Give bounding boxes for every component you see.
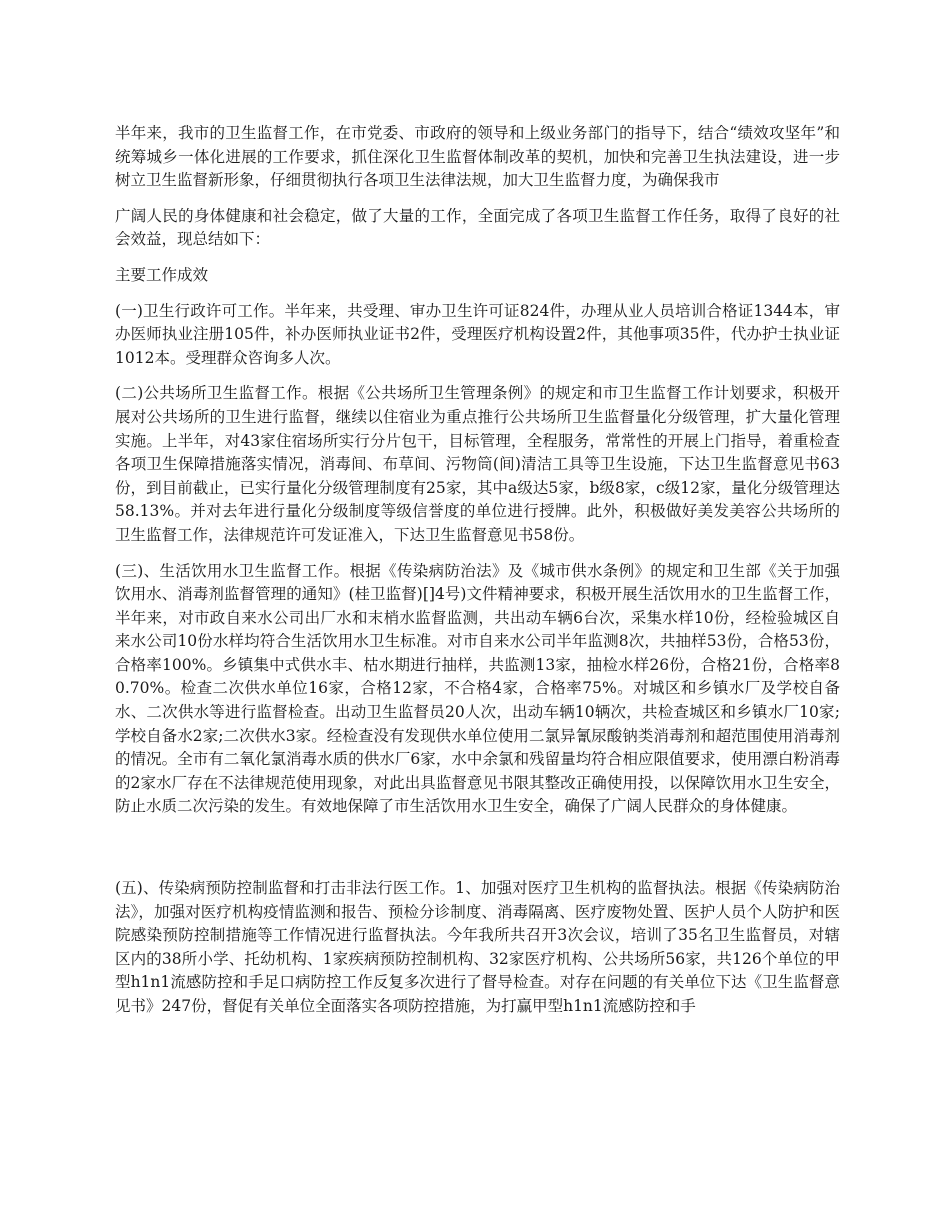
- document-body: [115, 122, 840, 1031]
- intro-continuation-paragraph: 广阔人民的身体健康和社会稳定，做了大量的工作，全面完成了各项卫生监督工作任务，取得了良好的社会效益，现总结如下：: [115, 206, 840, 249]
- public-places-paragraph: (二)公共场所卫生监督工作。根据《公共场所卫生管理条例》的规定和市卫生监督工作计划要求，积极开展对公共场所的卫生进行监督，继续以住宿业为重点推行公共场所卫生监督量化分级管理，扩大量化管理实施。上半年，对43家住宿场所实行分片包干，目标管理，全程服务，常常性的开展上门指导，着重检查各项卫生保障措施落实情况，消毒间、布草间、污物筒(间)清洁工具等卫生设施，下达卫生监督意见书63份，到目前截止，已实行量化分级管理制度有25家，其中a级达5家，b级8家，c级12家，量化分级管理达58.13%。并对去年进行量化分级制度等级信誉度的单位进行授牌。此外，积极做好美发美容公共场所的卫生监督工作，法律规范许可发证准入，下达卫生监督意见书58份。: [115, 384, 840, 544]
- section-gap: [115, 831, 840, 877]
- section-heading: 主要工作成效: [115, 265, 209, 284]
- admin-license-paragraph: (一)卫生行政许可工作。半年来，共受理、审办卫生许可证824件，办理从业人员培训合格证1344本，审办医师执业注册105件，补办医师执业证书2件，受理医疗机构设置2件，其他事项35件，代办护士执业证1012本。受理群众咨询多人次。: [115, 301, 840, 367]
- intro-paragraph: 半年来，我市的卫生监督工作，在市党委、市政府的领导和上级业务部门的指导下，结合“绩效攻坚年”和统筹城乡一体化进展的工作要求，抓住深化卫生监督体制改革的契机，加快和完善卫生执法建设，进一步树立卫生监督新形象，仔细贯彻执行各项卫生法律法规，加大卫生监督力度，为确保我市: [115, 124, 840, 190]
- drinking-water-paragraph: (三)、生活饮用水卫生监督工作。根据《传染病防治法》及《城市供水条例》的规定和卫生部《关于加强饮用水、消毒剂监督管理的通知》(桂卫监督)[]4号)文件精神要求，积极开展生活饮用水的卫生监督工作， 半年来，对市政自来水公司出厂水和末梢水监督监测，共出动车辆6台次，采集水样10份，经检验城区自来水公司10份水样均符合生活饮用水卫生标准。对市自来水公司半年监测8次，共抽样53份，合格53份，合格率100%。乡镇集中式供水丰、枯水期进行抽样，共监测13家，抽检水样26份，合格21份，合格率80.70%。检查二次供水单位16家，合格12家，不合格4家，合格率75%。对城区和乡镇水厂及学校自备水、二次供水等进行监督检查。出动卫生监督员20人次，出动车辆10辆次，共检查城区和乡镇水厂10家;学校自备水2家;二次供水3家。经检查没有发现供水单位使用二氯异氰尿酸钠类消毒剂和超范围使用消毒剂的情况。全市有二氧化氯消毒水质的供水厂6家，水中余氯和残留量均符合相应限值要求，使用漂白粉消毒的2家水厂存在不法律规范使用现象，对此出具监督意见书限其整改正确使用投，以保障饮用水卫生安全，防止水质二次污染的发生。有效地保障了市生活饮用水卫生安全，确保了广阔人民群众的身体健康。: [115, 561, 840, 816]
- disease-control-paragraph: (五)、传染病预防控制监督和打击非法行医工作。1、加强对医疗卫生机构的监督执法。根据《传染病防治法》，加强对医疗机构疫情监测和报告、预检分诊制度、消毒隔离、医疗废物处置、医护人员个人防护和医院感染预防控制措施等工作情况进行监督执法。今年我所共召开3次会议，培训了35名卫生监督员，对辖区内的38所小学、托幼机构、1家疾病预防控制机构、32家医疗机构、公共场所56家，共126个单位的甲型h1n1流感防控和手足口病防控工作反复多次进行了督导检查。对存在问题的有关单位下达《卫生监督意见书》247份，督促有关单位全面落实各项防控措施，为打赢甲型h1n1流感防控和手: [115, 879, 840, 1015]
